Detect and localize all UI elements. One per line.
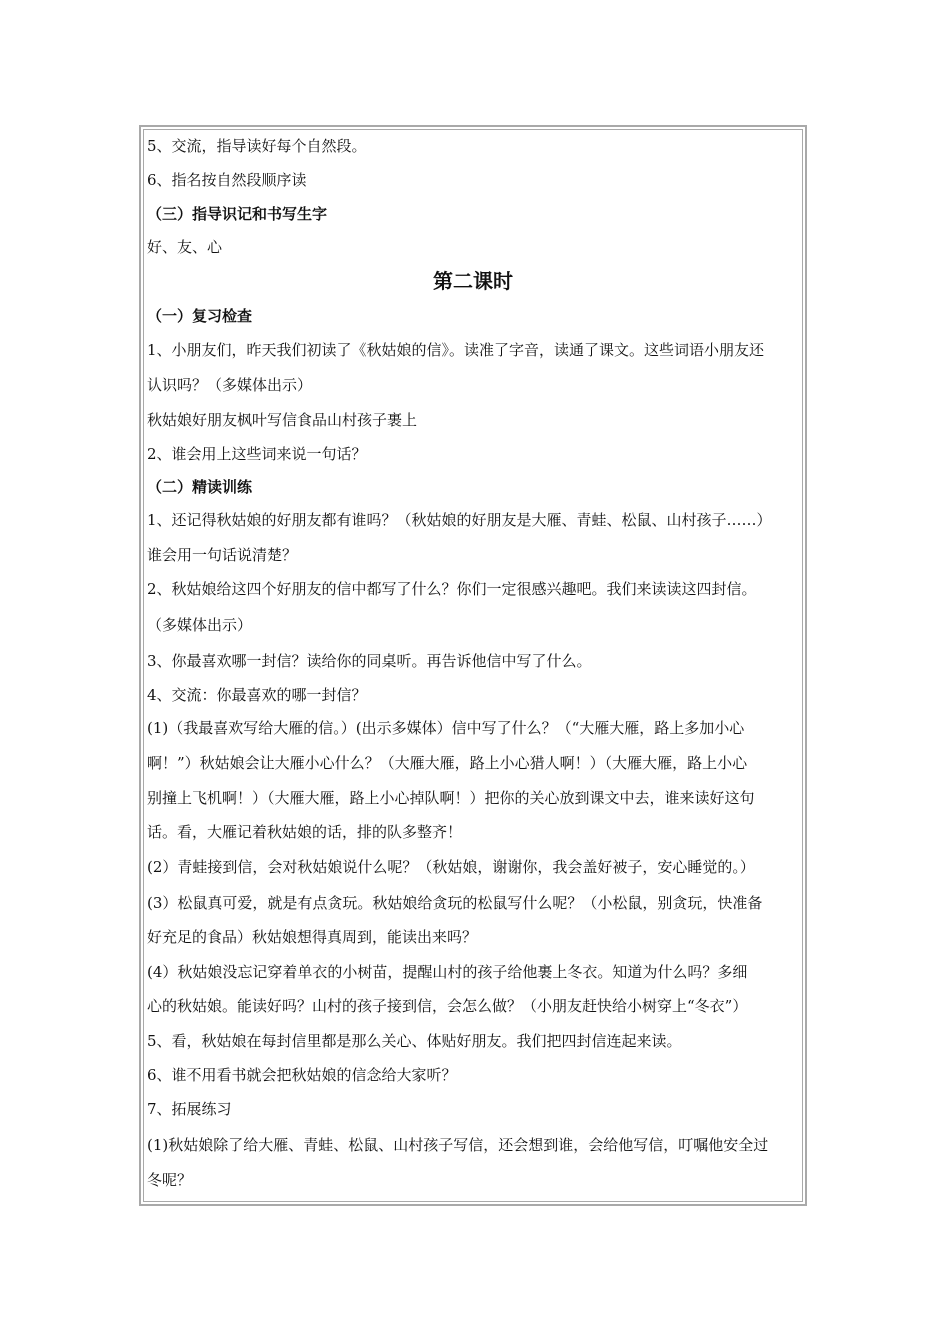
text-line: 6、谁不用看书就会把秋姑娘的信念给大家听？ (147, 1066, 457, 1084)
text-line: 7、拓展练习 (147, 1100, 232, 1118)
text-line: (1)秋姑娘除了给大雁、青蛙、松鼠、山村孩子写信，还会想到谁，会给他写信，叮嘱他安全过 (147, 1136, 769, 1154)
section-heading: （二）精读训练 (147, 478, 253, 496)
text-line: 5、交流，指导读好每个自然段。 (147, 137, 367, 155)
text-line: (1)（我最喜欢写给大雁的信。）(出示多媒体）信中写了什么？（“大雁大雁，路上多加小心 (147, 719, 745, 737)
lesson-title: 第二课时 (433, 269, 513, 293)
text-line: 2、谁会用上这些词来说一句话？ (147, 445, 367, 463)
table-cell (143, 129, 803, 1202)
section-heading: （一）复习检查 (147, 307, 253, 325)
text-line: 1、还记得秋姑娘的好朋友都有谁吗？（秋姑娘的好朋友是大雁、青蛙、松鼠、山村孩子……） (147, 511, 772, 529)
text-line: (4）秋姑娘没忘记穿着单衣的小树苗，提醒山村的孩子给他裹上冬衣。知道为什么吗？多细 (147, 963, 748, 981)
text-line: 1、小朋友们，昨天我们初读了《秋姑娘的信》。读准了字音，读通了课文。这些词语小朋友还 (147, 341, 765, 359)
section-heading: （三）指导识记和书写生字 (147, 205, 328, 223)
text-line: 心的秋姑娘。能读好吗？山村的孩子接到信，会怎么做？（小朋友赶快给小树穿上“冬衣”） (147, 997, 748, 1015)
text-line: 冬呢？ (147, 1171, 193, 1189)
text-line: 2、秋姑娘给这四个好朋友的信中都写了什么？你们一定很感兴趣吧。我们来读读这四封信。 (147, 580, 757, 598)
text-line: 话。看，大雁记着秋姑娘的话，排的队多整齐！ (147, 823, 463, 841)
text-line: 秋姑娘好朋友枫叶写信食品山村孩子裹上 (147, 411, 418, 429)
text-line: 3、你最喜欢哪一封信？读给你的同桌听。再告诉他信中写了什么。 (147, 652, 592, 670)
text-line: 6、指名按自然段顺序读 (147, 171, 307, 189)
text-line: 好充足的食品）秋姑娘想得真周到，能读出来吗？ (147, 928, 478, 946)
text-line: 啊！”）秋姑娘会让大雁小心什么？（大雁大雁，路上小心猎人啊！）（大雁大雁，路上小心 (147, 754, 748, 772)
document-table (139, 125, 807, 1206)
text-line: 别撞上飞机啊！）（大雁大雁，路上小心掉队啊！）把你的关心放到课文中去，谁来读好这句 (147, 789, 755, 807)
text-line: 5、看，秋姑娘在每封信里都是那么关心、体贴好朋友。我们把四封信连起来读。 (147, 1032, 682, 1050)
text-line: （多媒体出示） (147, 616, 253, 634)
text-line: (3）松鼠真可爱，就是有点贪玩。秋姑娘给贪玩的松鼠写什么呢？（小松鼠，别贪玩，快准备 (147, 894, 763, 912)
text-line: 好、友、心 (147, 238, 223, 256)
text-line: 谁会用一句话说清楚？ (147, 546, 298, 564)
text-line: 认识吗？（多媒体出示） (147, 376, 313, 394)
text-line: (2）青蛙接到信，会对秋姑娘说什么呢？（秋姑娘，谢谢你，我会盖好被子，安心睡觉的。） (147, 858, 755, 876)
text-line: 4、交流：你最喜欢的哪一封信？ (147, 686, 367, 704)
